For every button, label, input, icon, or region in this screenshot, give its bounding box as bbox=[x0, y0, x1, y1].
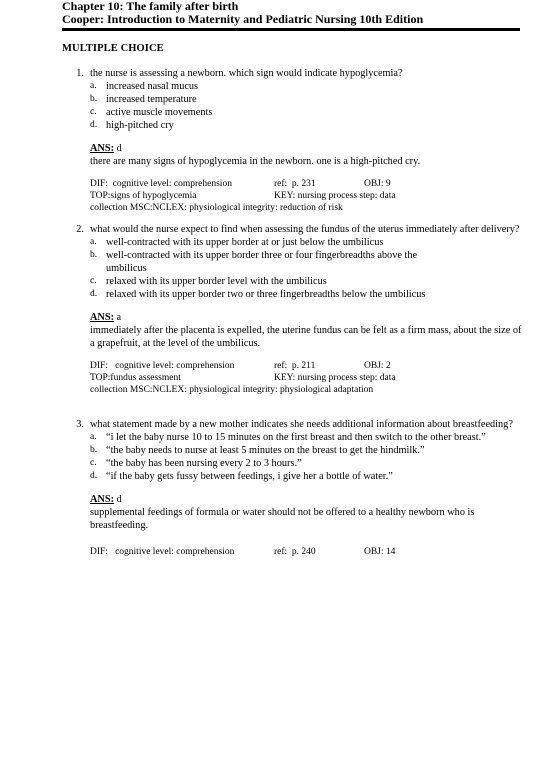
obj-text: OBJ: 2 bbox=[364, 361, 391, 371]
answer-letter: d bbox=[116, 143, 122, 154]
option-b: b. well-contracted with its upper border three or four fingerbreadths above the umbilicus bbox=[90, 250, 418, 274]
option-d: d. relaxed with its upper border two or three fingerbreadths below the umbilicus bbox=[90, 289, 426, 300]
question-text: the nurse is assessing a newborn. which sign would indicate hypoglycemia? bbox=[90, 68, 403, 79]
answer-block bbox=[90, 493, 522, 532]
option-c: c. active muscle movements bbox=[90, 107, 213, 118]
obj-text: OBJ: 14 bbox=[364, 547, 396, 557]
chapter-title: Chapter 10: The family after birth bbox=[62, 0, 239, 13]
options-list bbox=[90, 431, 522, 483]
question-text: what would the nurse expect to find when assessing the fundus of the uterus immediately after delivery? bbox=[90, 224, 520, 235]
options-list bbox=[90, 236, 522, 301]
option-c: c. “the baby has been nursing every 2 to 3 hours.” bbox=[90, 458, 302, 469]
option-a: a. “i let the baby nurse 10 to 15 minutes on the first breast and then switch to the other breast.” bbox=[90, 432, 486, 443]
question-metadata bbox=[90, 360, 522, 396]
dif-text: DIF: cognitive level: comprehension bbox=[90, 361, 235, 371]
answer-rationale: supplemental feedings of formula or water should not be offered to a healthy newborn who is breastfeeding. bbox=[90, 507, 475, 531]
question-number: 3. bbox=[76, 419, 84, 430]
question-3 bbox=[62, 418, 522, 558]
page-header bbox=[62, 0, 522, 26]
ref-text: ref: p. 231 bbox=[274, 179, 316, 189]
answer-rationale: there are many signs of hypoglycemia in the newborn. one is a high-pitched cry. bbox=[90, 156, 421, 167]
answer-label: ANS: bbox=[90, 143, 115, 154]
section-heading: MULTIPLE CHOICE bbox=[62, 43, 164, 54]
answer-letter: d bbox=[116, 494, 122, 505]
option-c: c. relaxed with its upper border level with the umbilicus bbox=[90, 276, 327, 287]
key-text: KEY: nursing process step: data bbox=[274, 373, 396, 383]
question-2 bbox=[62, 223, 522, 396]
answer-label: ANS: bbox=[90, 312, 115, 323]
question-text: what statement made by a new mother indicates she needs additional information about breastfeeding? bbox=[90, 419, 513, 430]
answer-letter: a bbox=[116, 312, 122, 323]
options-list bbox=[90, 80, 522, 132]
question-metadata bbox=[90, 546, 522, 558]
header-rule bbox=[62, 28, 520, 31]
question-number: 1. bbox=[76, 68, 84, 79]
msc-text: collection MSC:NCLEX: physiological integrity: physiological adaptation bbox=[90, 385, 374, 395]
option-b: b. “the baby needs to nurse at least 5 minutes on the breast to get the hindmilk.” bbox=[90, 445, 425, 456]
option-a: a. well-contracted with its upper border at or just below the umbilicus bbox=[90, 237, 384, 248]
dif-text: DIF: cognitive level: comprehension bbox=[90, 179, 232, 189]
dif-text: DIF: cognitive level: comprehension bbox=[90, 547, 235, 557]
question-metadata bbox=[90, 178, 522, 214]
answer-label: ANS: bbox=[90, 494, 115, 505]
obj-text: OBJ: 9 bbox=[364, 179, 391, 189]
ref-text: ref: p. 240 bbox=[274, 547, 316, 557]
answer-block bbox=[90, 142, 522, 168]
option-b: b. increased temperature bbox=[90, 94, 197, 105]
book-title: Cooper: Introduction to Maternity and Pediatric Nursing 10th Edition bbox=[62, 12, 424, 26]
top-text: TOP:signs of hypoglycemia bbox=[90, 191, 197, 201]
answer-rationale: immediately after the placenta is expelled, the uterine fundus can be felt as a firm mass, about the size of a grapefruit, at the level of the umbilicus. bbox=[90, 325, 522, 349]
msc-text: collection MSC:NCLEX: physiological integrity: reduction of risk bbox=[90, 203, 343, 213]
answer-block bbox=[90, 311, 522, 350]
top-text: TOP:fundus assessment bbox=[90, 373, 181, 383]
option-d: d. “if the baby gets fussy between feedings, i give her a bottle of water.” bbox=[90, 471, 393, 482]
key-text: KEY: nursing process step: data bbox=[274, 191, 396, 201]
option-d: d. high-pitched cry bbox=[90, 120, 174, 131]
question-number: 2. bbox=[76, 224, 84, 235]
option-a: a. increased nasal mucus bbox=[90, 81, 199, 92]
question-1 bbox=[62, 67, 522, 214]
ref-text: ref: p. 211 bbox=[274, 361, 316, 371]
